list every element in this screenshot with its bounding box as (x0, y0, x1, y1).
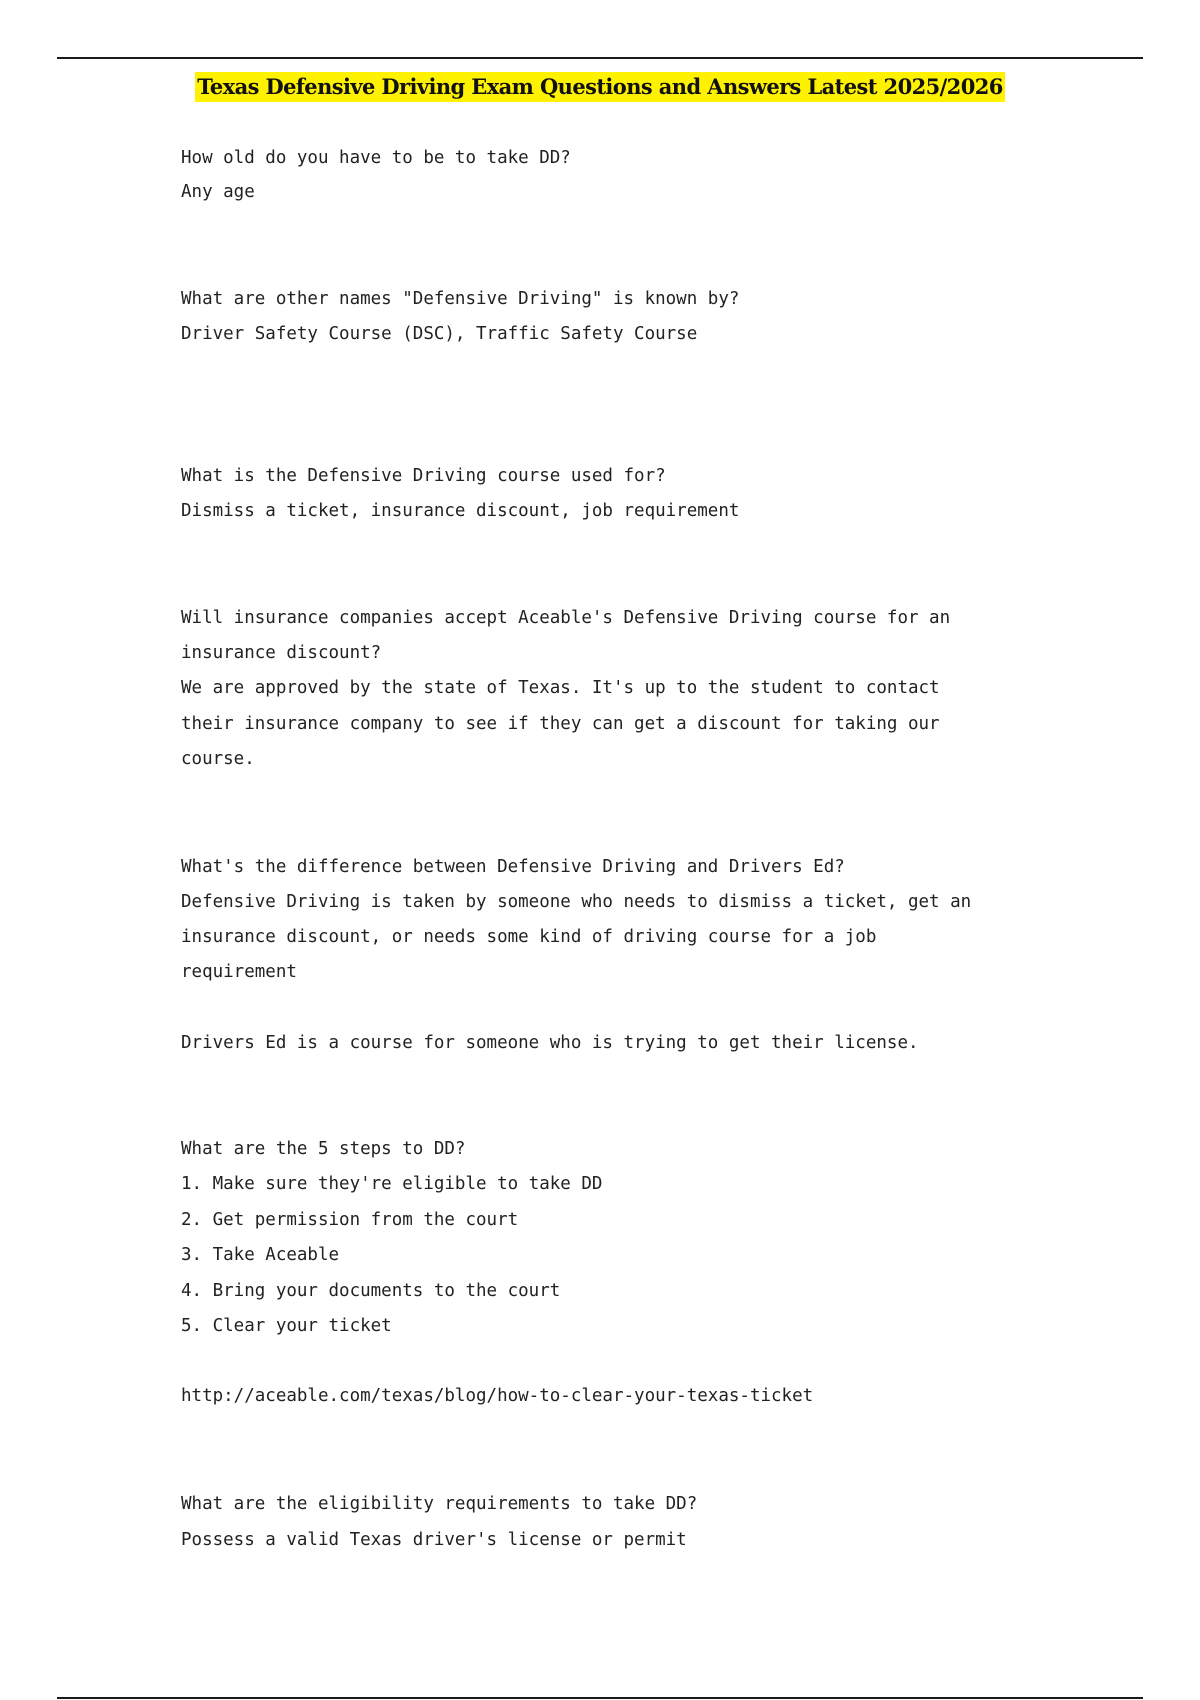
answer-difference-line-1: Defensive Driving is taken by someone who needs to dismiss a ticket, get an (181, 892, 972, 912)
question-min-age: How old do you have to be to take DD? (181, 148, 571, 168)
step-1: 1. Make sure they're eligible to take DD (181, 1174, 603, 1194)
reference-link[interactable]: http://aceable.com/texas/blog/how-to-clear-your-texas-ticket (181, 1386, 814, 1406)
step-3: 3. Take Aceable (181, 1245, 340, 1265)
answer-insurance-line-1: We are approved by the state of Texas. It's up to the student to contact (181, 678, 940, 698)
answer-difference-line-3: requirement (181, 962, 297, 982)
document-title: Texas Defensive Driving Exam Questions and Answers Latest 2025/2026 (195, 72, 1004, 102)
question-other-names: What are other names "Defensive Driving" is known by? (181, 289, 740, 309)
answer-difference-line-4: Drivers Ed is a course for someone who is trying to get their license. (181, 1033, 919, 1053)
question-eligibility: What are the eligibility requirements to take DD? (181, 1494, 698, 1514)
answer-min-age: Any age (181, 182, 255, 202)
step-4: 4. Bring your documents to the court (181, 1281, 561, 1301)
step-2: 2. Get permission from the court (181, 1210, 519, 1230)
answer-eligibility: Possess a valid Texas driver's license or permit (181, 1530, 687, 1550)
top-rule (57, 57, 1143, 59)
question-insurance-line-1: Will insurance companies accept Aceable's Defensive Driving course for an (181, 608, 951, 628)
question-five-steps: What are the 5 steps to DD? (181, 1139, 466, 1159)
answer-insurance-line-2: their insurance company to see if they can get a discount for taking our (181, 714, 940, 734)
step-5: 5. Clear your ticket (181, 1316, 392, 1336)
question-insurance-line-2: insurance discount? (181, 643, 382, 663)
answer-course-use: Dismiss a ticket, insurance discount, job requirement (181, 501, 740, 521)
answer-difference-line-2: insurance discount, or needs some kind of driving course for a job (181, 927, 877, 947)
question-difference: What's the difference between Defensive Driving and Drivers Ed? (181, 857, 845, 877)
question-course-use: What is the Defensive Driving course used for? (181, 466, 666, 486)
answer-other-names: Driver Safety Course (DSC), Traffic Safety Course (181, 324, 698, 344)
answer-insurance-line-3: course. (181, 749, 255, 769)
bottom-rule (57, 1697, 1143, 1699)
title-container (0, 72, 1200, 102)
